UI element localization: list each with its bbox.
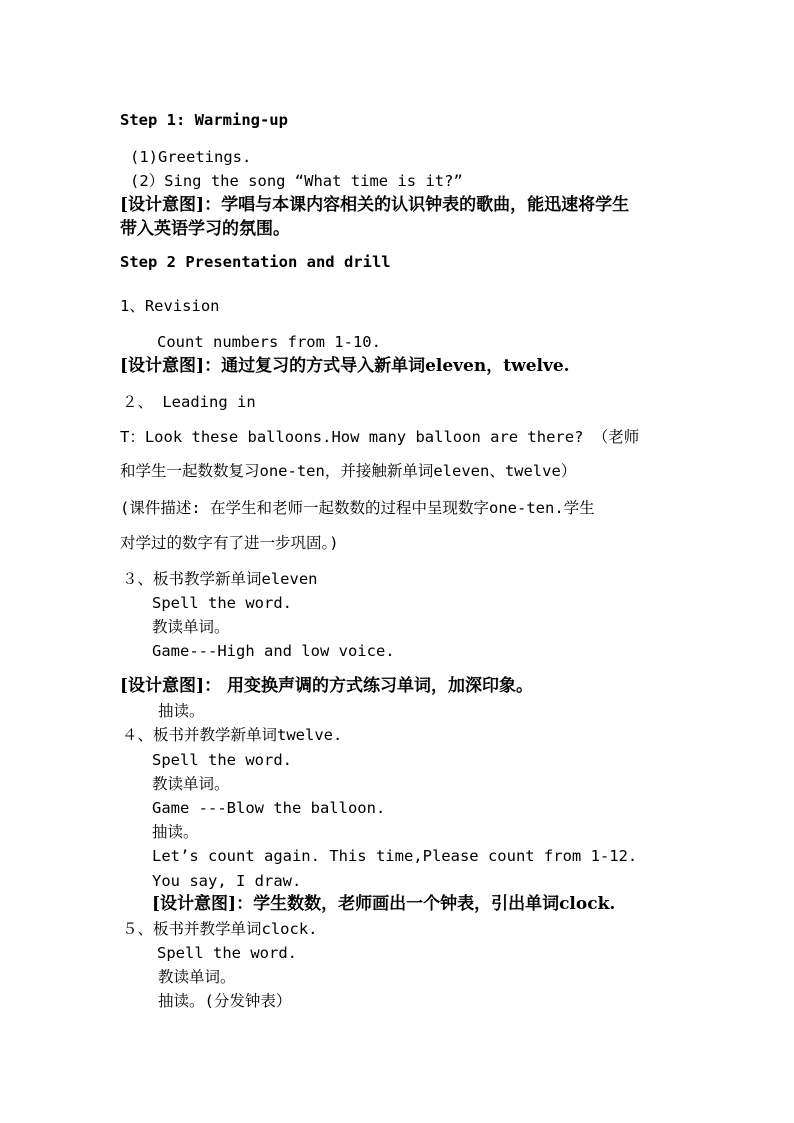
revision-heading: 1、Revision <box>120 297 220 315</box>
clock-heading: ５、板书并教学单词clock. <box>122 920 318 938</box>
leading-in-line1: T：Look these balloons.How many balloon are there? （老师 <box>120 428 640 446</box>
eleven-heading: ３、板书教学新单词eleven <box>122 570 318 588</box>
eleven-game: Game---High and low voice. <box>152 642 395 660</box>
leading-in-line3: (课件描述: 在学生和老师一起数数的过程中呈现数字one-ten.学生 <box>120 499 595 517</box>
eleven-check: 抽读。 <box>158 702 205 720</box>
step1-title: Step 1: Warming-up <box>120 111 288 129</box>
step1-item-song: (2）Sing the song “What time is it?” <box>130 172 463 190</box>
clock-check: 抽读。(分发钟表） <box>158 992 292 1010</box>
eleven-spell: Spell the word. <box>152 594 292 612</box>
revision-design-intent: [设计意图]：通过复习的方式导入新单词eleven，twelve. <box>120 356 570 376</box>
twelve-game: Game ---Blow the balloon. <box>152 799 386 817</box>
twelve-design-intent: [设计意图]：学生数数，老师画出一个钟表，引出单词clock. <box>152 894 616 914</box>
step1-design-intent-line1: [设计意图]：学唱与本课内容相关的认识钟表的歌曲，能迅速将学生 <box>120 195 630 215</box>
leading-in-line4: 对学过的数字有了进一步巩固。) <box>120 534 339 552</box>
clock-spell: Spell the word. <box>157 944 297 962</box>
step1-design-intent-line2: 带入英语学习的氛围。 <box>120 219 290 239</box>
clock-read: 教读单词。 <box>158 968 236 986</box>
step1-item-greetings: (1)Greetings. <box>130 148 252 166</box>
eleven-read: 教读单词。 <box>152 618 230 636</box>
step2-title: Step 2 Presentation and drill <box>120 253 391 271</box>
twelve-you-say: You say, I draw. <box>152 872 302 890</box>
twelve-check: 抽读。 <box>152 823 199 841</box>
twelve-read: 教读单词。 <box>152 775 230 793</box>
twelve-count-again: Let’s count again. This time,Please count from 1-12. <box>152 847 638 865</box>
revision-text: Count numbers from 1-10. <box>157 333 381 351</box>
leading-in-line2: 和学生一起数数复习one-ten，并接触新单词eleven、twelve） <box>120 462 577 480</box>
leading-in-heading: ２、 Leading in <box>122 393 256 411</box>
twelve-spell: Spell the word. <box>152 751 292 769</box>
eleven-design-intent: [设计意图]： 用变换声调的方式练习单词，加深印象。 <box>120 676 534 696</box>
twelve-heading: ４、板书并教学新单词twelve. <box>122 726 343 744</box>
